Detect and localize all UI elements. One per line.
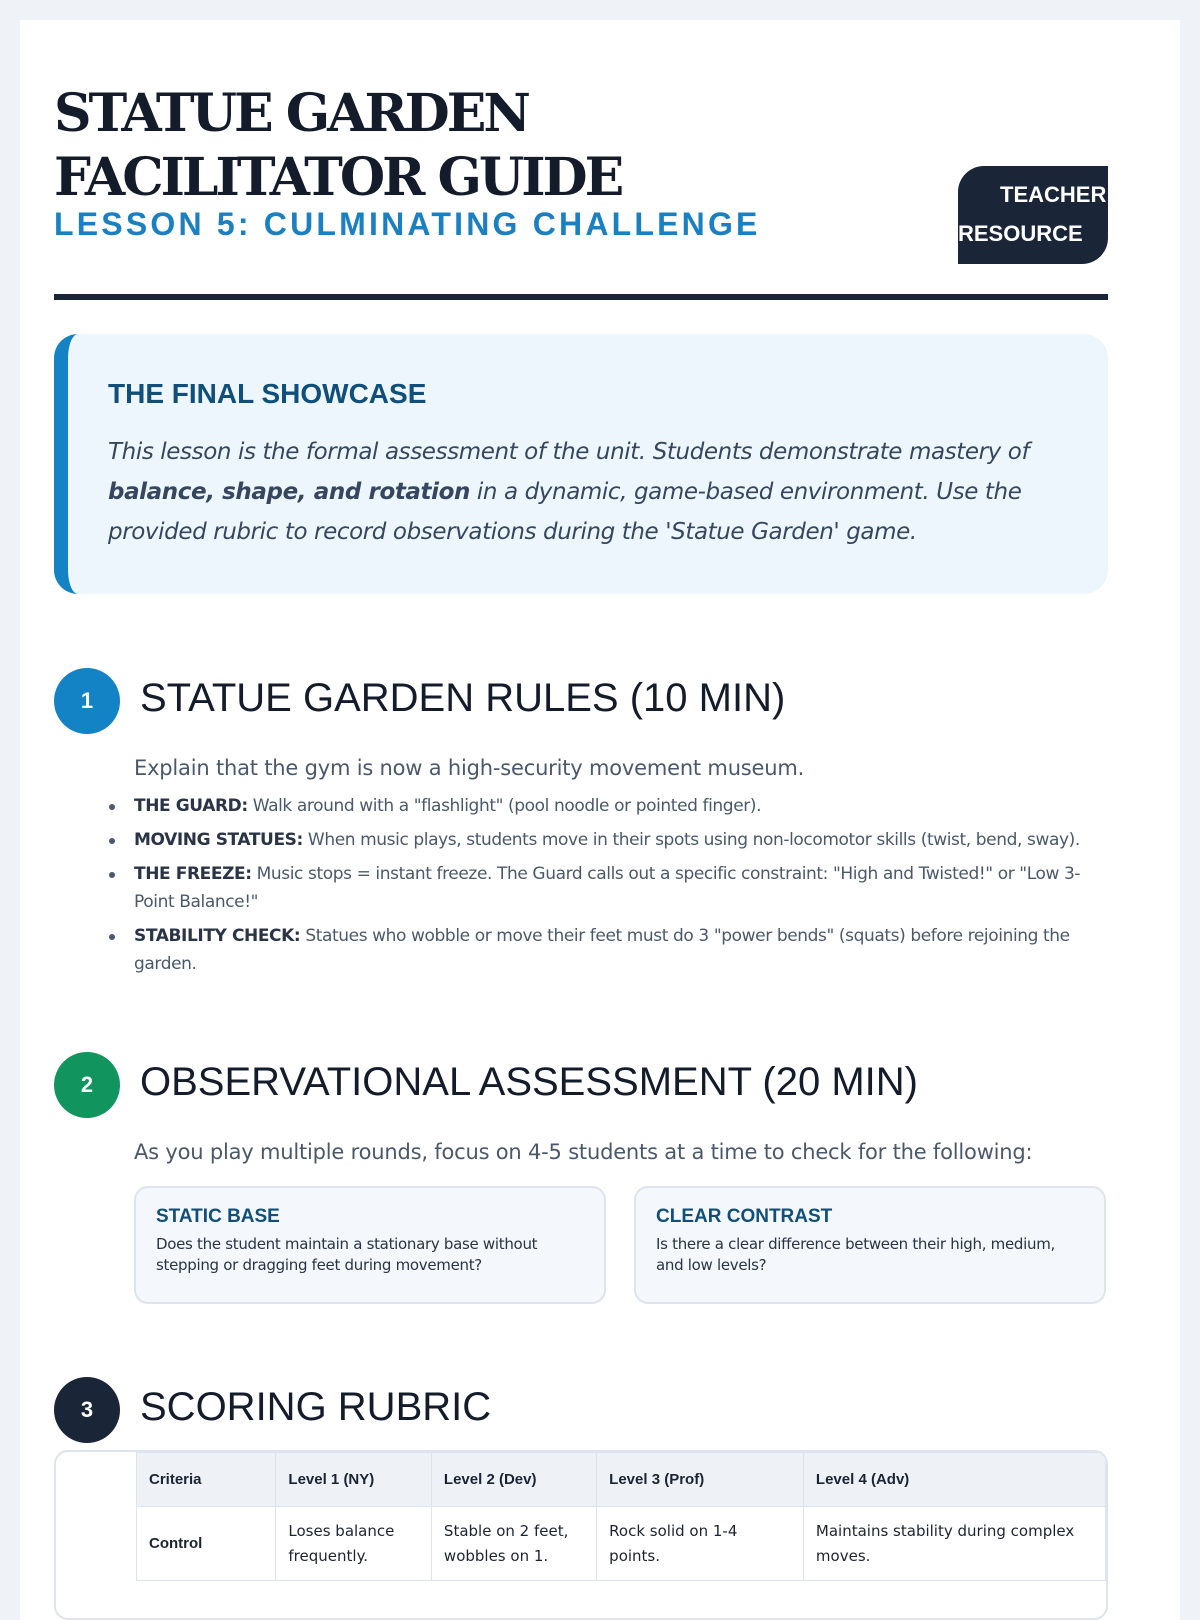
rule-term: STABILITY CHECK: [134,926,301,946]
rule-term: THE GUARD: [134,796,248,816]
section-title-assessment: OBSERVATIONAL ASSESSMENT (20 MIN) [140,1060,918,1104]
rubric-header-row [137,1453,1106,1507]
badge-line-2: RESOURCE [958,221,1083,246]
rubric-header-cell: Criteria [137,1453,276,1507]
callout-text-end: in a dynamic, game-based environment. Use the provided rubric to record observations during the 'Statue Garden' game. [108,479,1022,545]
teacher-resource-badge [958,166,1108,264]
step-number-2: 2 [54,1052,120,1118]
rule-text: When music plays, students move in their spots using non-locomotor skills (twist, bend, sway). [302,830,1080,850]
rules-list [100,792,1110,984]
badge-line-1: TEACHER [1000,182,1107,207]
rule-text: Statues who wobble or move their feet must do 3 "power bends" (squats) before rejoining the garden. [134,926,1070,974]
card-static-base [134,1186,606,1304]
document-title: STATUE GARDEN FACILITATOR GUIDE [54,83,622,208]
rule-term: MOVING STATUES: [134,830,303,850]
rule-text: Music stops = instant freeze. The Guard calls out a specific constraint: "High and Twisted!" or "Low 3-Point Balance!" [134,864,1081,912]
section-intro-rules: Explain that the gym is now a high-security movement museum. [134,756,805,780]
rubric-cell: Rock solid on 1-4 points. [597,1507,804,1581]
rule-item [100,860,1110,916]
rule-text: Walk around with a "flashlight" (pool noodle or pointed finger). [247,796,762,816]
card-title: CLEAR CONTRAST [656,1206,833,1227]
document-header [54,62,1108,300]
callout-text-bold: balance, shape, and rotation [108,479,471,505]
callout-heading: THE FINAL SHOWCASE [108,378,427,409]
callout-text-start: This lesson is the formal assessment of the unit. Students demonstrate mastery of [108,439,1030,465]
section-intro-assessment: As you play multiple rounds, focus on 4-5 students at a time to check for the following: [134,1140,1033,1164]
callout-text [108,432,1068,552]
rubric-cell: Loses balance frequently. [276,1507,432,1581]
rule-item [100,792,1110,820]
card-text: Does the student maintain a stationary base without stepping or dragging feet during movement? [156,1235,538,1274]
rubric-header-cell: Level 1 (NY) [276,1453,432,1507]
section-title-rubric: SCORING RUBRIC [140,1385,492,1429]
scoring-rubric-table [54,1450,1108,1620]
rubric-table [136,1452,1106,1581]
rubric-header-cell: Level 4 (Adv) [803,1453,1105,1507]
card-title: STATIC BASE [156,1206,280,1227]
table-row [137,1507,1106,1581]
rubric-cell: Maintains stability during complex moves. [803,1507,1105,1581]
rule-item [100,922,1110,978]
rubric-cell: Stable on 2 feet, wobbles on 1. [431,1507,596,1581]
rule-item [100,826,1110,854]
rule-term: THE FREEZE: [134,864,252,884]
rubric-header-cell: Level 3 (Prof) [597,1453,804,1507]
step-number-1: 1 [54,668,120,734]
final-showcase-callout [54,334,1108,594]
card-clear-contrast [634,1186,1106,1304]
document-subtitle: LESSON 5: CULMINATING CHALLENGE [54,206,761,242]
card-text: Is there a clear difference between their high, medium, and low levels? [656,1235,1055,1274]
section-title-rules: STATUE GARDEN RULES (10 MIN) [140,676,786,720]
step-number-3: 3 [54,1377,120,1443]
rubric-header-cell: Level 2 (Dev) [431,1453,596,1507]
rubric-cell: Control [137,1507,276,1581]
